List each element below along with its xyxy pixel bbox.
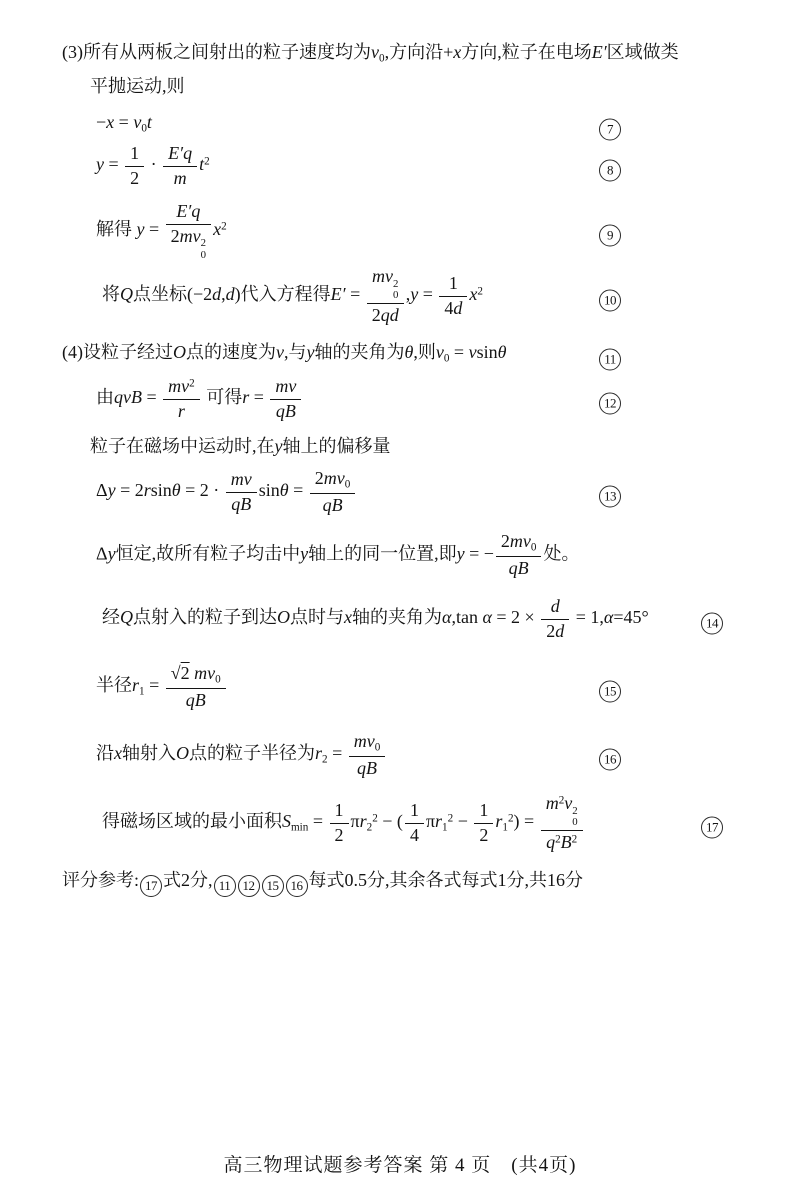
variable: O: [173, 342, 186, 362]
fraction: [310, 468, 356, 517]
variable: y: [306, 342, 315, 362]
variable: v: [276, 342, 284, 362]
subscript: 0: [572, 816, 578, 829]
text-run: 1: [479, 799, 489, 820]
text-run: ·: [146, 154, 162, 175]
text-run: 2: [130, 167, 140, 188]
text-run: =: [144, 219, 164, 240]
text-run: −: [96, 112, 107, 132]
superscript: 2: [189, 377, 195, 390]
equation-10-body: [102, 266, 483, 325]
text-run: =: [308, 811, 328, 832]
numerator: [163, 376, 200, 400]
variable: d: [225, 284, 235, 305]
superscript: 2: [507, 812, 514, 825]
circled-number-10: 10: [599, 290, 621, 312]
equation-8-body: [96, 143, 210, 188]
variable: Q: [120, 607, 133, 628]
equation-10-number: [598, 281, 622, 312]
variable: x: [213, 219, 222, 240]
sup-sub-stack: [572, 806, 577, 829]
subscript: 2: [322, 753, 328, 766]
subscript: 2: [366, 821, 373, 834]
numerator: [439, 273, 467, 297]
text-run: sin: [150, 480, 172, 501]
text-run: 沿: [96, 743, 114, 764]
variable: α: [442, 607, 452, 628]
text-run: ,则: [413, 342, 436, 362]
variable: d: [555, 620, 565, 641]
text-run: 经: [102, 607, 120, 628]
text-run: 每式0.5分,其余各式每式1分,共16分: [308, 870, 584, 890]
paragraph-part3-line2: [0, 72, 800, 100]
variable: α: [482, 607, 492, 628]
text-run: (4)设粒子经过: [62, 342, 173, 362]
text-run: 可得: [201, 387, 243, 408]
circled-number: 15: [262, 875, 284, 897]
text-run: =: [104, 154, 124, 175]
superscript: 2: [447, 812, 454, 825]
text-run: 恒定,故所有粒子均击中: [115, 543, 301, 564]
fraction: [349, 731, 386, 780]
denominator: [474, 824, 493, 847]
numerator: [405, 800, 424, 824]
circled-number-13: 13: [599, 486, 621, 508]
text-run: 2: [334, 824, 344, 845]
subscript: 0: [200, 248, 207, 261]
numerator: [349, 731, 386, 757]
fraction: [474, 800, 493, 846]
variable: d: [453, 297, 463, 318]
numerator: [226, 469, 257, 493]
denominator: [367, 304, 404, 327]
text-run: 点的速度为: [186, 342, 276, 362]
text-run: 方向,粒子在电场: [461, 42, 592, 62]
subscript: 0: [443, 352, 450, 365]
equation-16-body: [96, 731, 387, 778]
text-run: ) =: [513, 811, 539, 832]
equation-8: [0, 143, 800, 189]
paragraph-part3-line1: [0, 38, 800, 73]
variable: qB: [231, 493, 252, 514]
numerator: [330, 800, 349, 824]
variable: x: [453, 42, 462, 62]
paragraph-part4-line: [0, 338, 800, 373]
variable: x: [114, 743, 122, 764]
circled-number-11: 11: [599, 349, 621, 371]
fraction: [439, 273, 467, 319]
circled-number-17: 17: [701, 817, 723, 839]
equation-7-number: [598, 110, 622, 141]
variable: x: [344, 607, 352, 628]
paragraph-part4-body: [62, 342, 507, 365]
variable: qB: [508, 557, 529, 578]
text-run: 轴的夹角为: [352, 607, 442, 628]
variable: Q: [120, 284, 133, 305]
variable: qB: [275, 400, 296, 421]
numerator: [166, 663, 226, 689]
text-run: 1: [334, 799, 344, 820]
denominator: [125, 167, 144, 190]
variable: θ: [404, 342, 414, 362]
variable: r: [242, 387, 250, 408]
variable: E′: [591, 42, 607, 62]
text-run: 平抛运动,则: [90, 76, 185, 96]
subscript: 1: [139, 685, 145, 698]
denominator: [349, 757, 386, 780]
superscript: 2: [393, 277, 399, 290]
text-run: =: [144, 675, 164, 696]
variable: E′q: [176, 201, 201, 221]
text-run: 点坐标(−2: [133, 284, 213, 305]
denominator: [496, 557, 542, 580]
denominator: [405, 824, 424, 847]
equation-15-number: [598, 672, 622, 703]
numerator: [541, 596, 569, 620]
equation-14: [0, 596, 800, 642]
variable: O: [277, 607, 290, 628]
variable: mv: [168, 376, 190, 396]
fraction: [166, 663, 226, 712]
variable: S: [282, 811, 291, 832]
circled-number-8: 8: [599, 160, 621, 182]
variable: θ: [171, 480, 181, 501]
text-run: 轴上的同一位置,即: [308, 543, 457, 564]
equation-10: [0, 266, 800, 326]
superscript: 2: [572, 804, 578, 817]
variable: y: [107, 543, 116, 564]
text-run: 点时与: [290, 607, 344, 628]
subscript: 0: [393, 289, 399, 302]
text-run: 2: [170, 225, 180, 246]
numerator: [310, 468, 356, 494]
radicand: 2: [180, 663, 190, 683]
equation-12-body: [96, 376, 303, 421]
variable: v: [435, 342, 444, 362]
variable: y: [136, 219, 145, 240]
text-run: π: [350, 811, 360, 832]
subscript: 0: [379, 52, 385, 65]
text-run: 点的粒子半径为: [189, 743, 315, 764]
text-run: 4: [409, 824, 419, 845]
equation-13-body: [96, 468, 357, 515]
equation-9: [0, 201, 800, 261]
superscript: 2: [558, 794, 565, 807]
circled-number: 16: [286, 875, 308, 897]
text-run: =: [418, 284, 438, 305]
variable: y: [456, 543, 465, 564]
superscript: 2: [477, 285, 483, 298]
text-run: 2: [546, 620, 556, 641]
variable: qd: [380, 304, 399, 325]
superscript: 2: [221, 220, 227, 233]
circled-number: 11: [214, 875, 236, 897]
variable: mv: [194, 663, 216, 683]
text-run: 评分参考:: [62, 870, 140, 890]
variable: r: [132, 675, 140, 696]
sup-sub-stack: [393, 279, 398, 302]
text-run: 2: [371, 304, 381, 325]
equation-7-body: [96, 112, 152, 135]
subscript: 0: [530, 541, 537, 554]
equation-14-body: [102, 596, 649, 641]
fraction: [330, 800, 349, 846]
text-run: −: [453, 811, 473, 832]
circled-number-9: 9: [599, 225, 621, 247]
text-run: 1: [130, 143, 140, 163]
text-run: 粒子在磁场中运动时,在: [90, 436, 275, 456]
numerator: [541, 793, 583, 831]
numerator: [125, 143, 144, 167]
text-run: sin: [258, 480, 280, 501]
text-run: 点射入的粒子到达: [133, 607, 277, 628]
text-run: =45°: [613, 607, 649, 628]
text-run: = −: [464, 543, 494, 564]
denominator: [163, 167, 197, 190]
variable: qvB: [114, 387, 142, 408]
text-run: 解得: [96, 219, 137, 240]
text-run: =: [449, 342, 469, 362]
equation-8-number: [598, 151, 622, 182]
text-run: 轴射入: [122, 743, 176, 764]
variable: y: [96, 154, 104, 175]
text-run: ,方向沿+: [384, 42, 454, 62]
superscript: 2: [571, 832, 578, 845]
text-run: =: [288, 480, 308, 501]
text-run: 2: [500, 531, 510, 551]
text-run: )代入方程得: [234, 284, 331, 305]
variable: m: [545, 793, 559, 813]
text-run: 2: [314, 468, 324, 488]
text-run: 2: [479, 824, 489, 845]
equation-9-body: [96, 201, 227, 261]
subscript: 0: [141, 122, 147, 135]
text-run: ,: [221, 284, 226, 305]
text-run: ,: [405, 284, 411, 305]
text-run: 轴的夹角为: [314, 342, 405, 362]
denominator: [330, 824, 349, 847]
subscript: 0: [215, 673, 221, 686]
text-run: 轴上的偏移量: [282, 436, 391, 456]
paragraph-offset-intro: [0, 432, 800, 460]
text-run: Δ: [96, 543, 108, 564]
variable: v: [371, 42, 379, 62]
variable: r: [359, 811, 367, 832]
variable: y: [274, 436, 283, 456]
circled-number: 12: [238, 875, 260, 897]
variable: x: [106, 112, 115, 132]
equation-7: [0, 108, 800, 143]
fraction: [367, 266, 404, 326]
circled-number-15: 15: [599, 681, 621, 703]
variable: v: [564, 793, 573, 813]
equation-13: [0, 468, 800, 517]
text-run: 1: [448, 272, 458, 293]
text-run: 将: [102, 284, 120, 305]
numerator: [166, 201, 211, 225]
superscript: 2: [204, 155, 210, 168]
numerator: [496, 531, 542, 557]
variable: mv: [353, 731, 375, 751]
sup-sub-stack: [201, 238, 206, 261]
variable: r: [177, 400, 185, 421]
subscript: 0: [374, 741, 381, 754]
variable: qB: [185, 689, 206, 710]
variable: mv: [509, 531, 531, 551]
variable: v: [133, 112, 142, 132]
fraction: [163, 376, 200, 422]
equation-16: [0, 731, 800, 780]
text-run: 半径: [96, 675, 132, 696]
text-run: =: [345, 284, 365, 305]
text-run: = 2 ·: [180, 480, 224, 501]
superscript: 2: [200, 237, 207, 250]
text-run: 4: [444, 297, 454, 318]
equation-17-number: [700, 808, 724, 839]
variable: r: [315, 743, 323, 764]
variable: mv: [372, 266, 394, 286]
denominator: [270, 400, 301, 423]
variable: mv: [323, 468, 345, 488]
text-run: 处。: [543, 543, 580, 564]
circled-number-7: 7: [599, 119, 621, 141]
text-run: (3)所有从两板之间射出的粒子速度均为: [62, 42, 371, 62]
fraction: [496, 531, 542, 580]
text-run: = 2 ×: [491, 607, 540, 628]
equation-16-number: [598, 740, 622, 771]
equation-13-number: [598, 477, 622, 508]
text-run: =: [141, 387, 162, 408]
numerator: [270, 376, 301, 400]
subscript: 0: [344, 478, 351, 491]
equation-14-number: [700, 604, 724, 635]
variable: x: [469, 284, 478, 305]
variable: mv: [179, 225, 201, 246]
fraction: [270, 376, 301, 422]
numerator: [367, 266, 404, 304]
circled-number-16: 16: [599, 749, 621, 771]
variable: θ: [279, 480, 289, 501]
text-run: 由: [96, 387, 114, 408]
text-run: π: [425, 811, 436, 832]
scoring-reference: [0, 866, 800, 897]
page-footer: 高三物理试题参考答案 第 4 页 (共4页): [223, 1155, 577, 1176]
text-run: Δ: [96, 480, 108, 501]
numerator: [163, 143, 197, 167]
variable: r: [495, 811, 503, 832]
subscript: 1: [502, 821, 508, 834]
variable: d: [212, 284, 222, 305]
denominator: [163, 400, 200, 423]
fraction: [541, 793, 583, 853]
variable: B: [560, 831, 572, 852]
denominator: [310, 494, 356, 517]
variable: d: [550, 596, 560, 616]
variable: α: [603, 607, 614, 628]
superscript: 2: [555, 832, 561, 845]
numerator: [474, 800, 493, 824]
text-run: =: [327, 743, 347, 764]
text-run: = 2: [115, 480, 144, 501]
variable: E′q: [168, 143, 193, 163]
denominator: [226, 493, 257, 516]
variable: qB: [357, 757, 378, 778]
denominator: [166, 689, 226, 712]
equation-12-number: [598, 384, 622, 415]
variable: qB: [322, 494, 343, 515]
paragraph-dy-constant: [0, 531, 800, 580]
superscript: 2: [372, 812, 378, 825]
fraction: [163, 143, 197, 189]
variable: O: [176, 743, 189, 764]
text-run: 式2分,: [163, 870, 213, 890]
variable: v: [468, 342, 477, 362]
denominator: [439, 297, 467, 320]
text-run: =: [249, 387, 269, 408]
fraction: [226, 469, 257, 515]
square-root: [171, 663, 190, 683]
variable: t: [199, 154, 205, 175]
circled-number-14: 14: [701, 613, 723, 635]
circled-number: 17: [140, 875, 162, 897]
equation-17-body: [102, 793, 585, 852]
fraction: [166, 201, 211, 261]
subscript: 1: [442, 821, 448, 834]
variable: y: [107, 480, 116, 501]
text-run: − (: [377, 811, 403, 832]
subscript: min: [291, 821, 309, 834]
variable: t: [146, 112, 152, 132]
variable: r: [435, 811, 443, 832]
fraction: [405, 800, 424, 846]
variable: y: [300, 543, 309, 564]
variable: θ: [497, 342, 507, 362]
circled-number-12: 12: [599, 393, 621, 415]
text-run: =: [114, 112, 134, 132]
radical-sign: √: [170, 663, 181, 683]
text-run: 区域做类: [606, 42, 679, 62]
variable: q: [546, 831, 556, 852]
denominator: [166, 225, 211, 262]
variable: m: [173, 167, 187, 188]
text-run: ,与: [284, 342, 307, 362]
text-run: = 1,: [571, 607, 604, 628]
variable: y: [410, 284, 419, 305]
text-run: ,tan: [451, 607, 483, 628]
text-run: 1: [409, 799, 419, 820]
equation-15-body: [96, 663, 228, 710]
variable: mv: [275, 376, 297, 396]
denominator: [541, 831, 583, 854]
variable: E′: [330, 284, 346, 305]
text-run: sin: [476, 342, 498, 362]
equation-17: [0, 793, 800, 853]
equation-9-number: [598, 216, 622, 247]
equation-15: [0, 663, 800, 712]
fraction: [125, 143, 144, 189]
text-run: 得磁场区域的最小面积: [102, 811, 282, 832]
variable: r: [143, 480, 151, 501]
equation-11-number: [598, 340, 622, 371]
fraction: [541, 596, 569, 642]
variable: mv: [230, 469, 252, 490]
denominator: [541, 620, 569, 643]
equation-12: [0, 376, 800, 422]
